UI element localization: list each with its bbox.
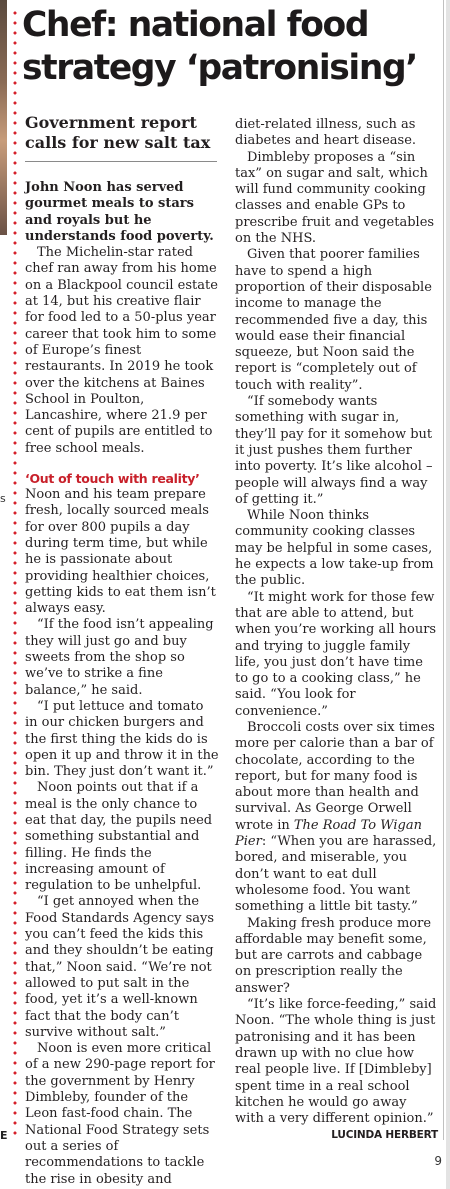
intro-paragraph: John Noon has served gourmet meals to stars and royals but he understands food poverty. [25,180,214,244]
paragraph-text: : “When you are harassed, bored, and miserable, you don’t want to eat dull wholesome food. You want something a little bit tasty.” [235,834,437,915]
body-paragraph: “I get annoyed when the Food Standards Agency says you can’t feed the kids this and they shouldn’t be eating that,” Noon said. “We’re not allowed to put salt in the food, yet it’s a well-known fact that the body can’t survive without salt.” [25,894,215,1040]
page-number: 9 [434,1154,442,1168]
body-paragraph: diet-related illness, such as diabetes and heart disease. [235,117,417,149]
byline: LUCINDA HERBERT [331,1129,438,1141]
article-column-2 [235,117,437,1127]
body-paragraph: Noon is even more critical of a new 290-page report for the government by Henry Dimbleby, founder of the Leon fast-food chain. The National Food Strategy sets out a series of recommendations to tackle the rise in obesity and [25,1041,215,1187]
body-paragraph: “I put lettuce and tomato in our chicken burgers and the first thing the kids do is open it up and throw it in the bin. They just don’t want it.” [25,698,219,780]
adjacent-byline-fragment: E [0,1129,8,1142]
body-paragraph: Noon and his team prepare fresh, locally sourced meals for over 800 pupils a day during term time, but while he is passionate about providing healthier choices, getting kids to eat them isn’t always easy. [25,487,216,617]
page-edge [446,0,450,1189]
page-gutter-line [443,0,444,1140]
standfirst: Government report calls for new salt tax [25,113,211,152]
body-paragraph: “If somebody wants something with sugar in, they’ll pay for it somehow but it just pushes them further into poverty. It’s like alcohol – people will always find a way of getting it.” [235,394,433,507]
body-paragraph: Making fresh produce more affordable may benefit some, but are carrots and cabbage on prescription really the answer? [235,915,432,996]
paragraph-text: Broccoli costs over six times more per calorie than a bar of chocolate, according to the report, but for many food is about more than health and survival. As George Orwell wrote in [235,719,435,833]
subheading: ‘Out of touch with reality’ [25,471,200,487]
standfirst-rule [25,161,217,162]
body-paragraph: Given that poorer families have to spend a high proportion of their disposable income to manage the recommended five a day, this would ease their financial squeeze, but Noon said the report is “completely out of touch with reality”. [235,247,432,393]
body-paragraph: While Noon thinks community cooking classes may be helpful in some cases, he expects a low take-up from the public. [235,508,434,589]
body-paragraph: “It might work for those few that are able to attend, but when you’re working all hours and trying to juggle family life, you just don’t have time to go to a cooking class,” he said. “You look for convenience.” [235,589,437,719]
body-paragraph: The Michelin-star rated chef ran away from his home on a Blackpool council estate at 14, but his creative flair for food led to a 50-plus year career that took him to some of Europe’s finest restaurants. In 2019 he took over the kitchens at Baines School in Poulton, Lancashire, where 21.9 per cent of pupils are entitled to free school meals. [25,245,218,456]
dotted-divider [13,8,17,1138]
body-paragraph: Dimbleby proposes a “sin tax” on sugar and salt, which will fund community cooking classes and enable GPs to prescribe fruit and vegetables on the NHS. [235,149,435,247]
body-paragraph: Noon points out that if a meal is the only chance to eat that day, the pupils need something substantial and filling. He finds the increasing amount of regulation to be unhelpful. [25,780,213,894]
body-paragraph: “If the food isn’t appealing they will just go and buy sweets from the shop so we’ve to strike a fine balance,” he said. [25,617,214,698]
article-column-1 [25,180,220,1188]
adjacent-column-fragment: s [0,492,6,505]
orwell-paragraph [235,720,437,916]
adjacent-photo-edge [0,0,7,235]
headline: Chef: national food strategy ‘patronising’ [22,5,418,88]
book-title: The Road To Wigan Pier [235,817,422,850]
body-paragraph: “It’s like force-feeding,” said Noon. “The whole thing is just patronising and it has been drawn up with no clue how real people live. If [Dimbleby] spent time in a real school kitchen he would go away with a very different opinion.” [235,997,437,1127]
